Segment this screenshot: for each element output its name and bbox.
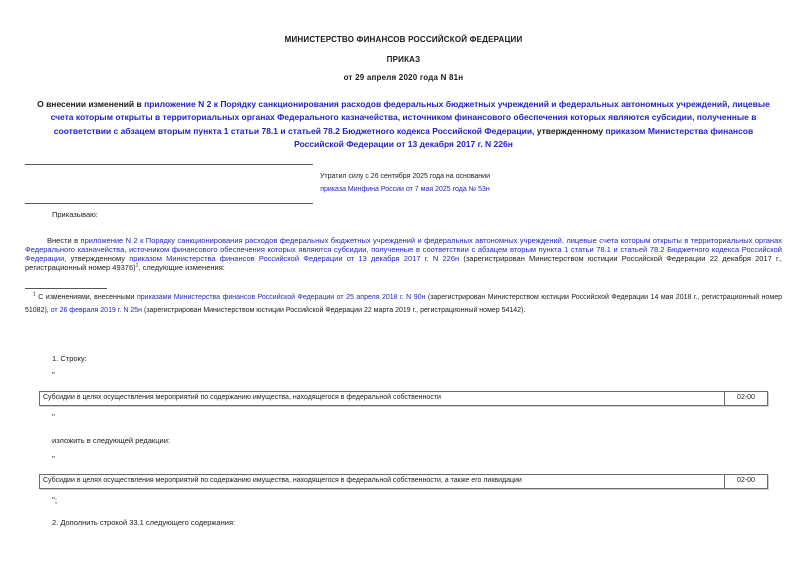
footnote	[25, 291, 782, 318]
annotation-note	[285, 170, 525, 197]
table-row	[40, 474, 768, 488]
link-order-90n[interactable]: приказами Министерства финансов Российской Федерации от 25 апреля 2018 г. N 90н	[136, 293, 426, 301]
table-cell-code: 02-00	[725, 391, 768, 405]
item-2-heading: 2. Дополнить строкой 33.1 следующего содержания:	[52, 517, 236, 527]
amendment-table-old	[39, 391, 768, 406]
doc-type: ПРИКАЗ	[386, 55, 421, 64]
quote-open-1: "	[52, 370, 55, 380]
footnote-text: С изменениями, внесенными	[35, 293, 137, 301]
prikaz-lead: Приказываю:	[52, 209, 98, 219]
table-cell-text: Субсидии в целях осуществления мероприятий по содержанию имущества, находящегося в федеральной собственности	[40, 391, 725, 405]
paragraph-text: Внести в	[47, 235, 81, 245]
table-cell-code: 02-00	[725, 474, 768, 488]
link-order-25n[interactable]: от 26 февраля 2019 г. N 25н	[50, 307, 143, 315]
link-order-226n-body[interactable]: приказом Министерства финансов Российской Федерации от 13 декабря 2017 г. N 226н	[129, 254, 460, 264]
link-annex-2-order-body[interactable]: приложение N 2 к Порядку санкционирования расходов федеральных бюджетных учреждений и федеральных автономных учреждений, лицевые счета которым открыты в территориальных органах Федерального казначейства, источником финансового обеспечения которых являются субсидии, полученные в соответствии с абзацем вторым пункта 1 статьи 78.1 и статьей 78.2 Бюджетного кодекса Российской Федерации,	[25, 235, 782, 264]
status-annotation	[25, 164, 782, 204]
link-order-226n[interactable]: приказом Министерства финансов Российской Федерации от 13 декабря 2017 г. N 226н	[294, 125, 754, 150]
quote-open-2: "	[52, 454, 55, 464]
annotation-rule-top	[25, 164, 313, 165]
doc-title-text: утвержденному	[534, 125, 606, 136]
doc-title-text: О внесении изменений в	[37, 99, 145, 109]
doc-date-number: от 29 апреля 2020 года N 81н	[343, 73, 464, 82]
quote-close-2: ";	[52, 495, 58, 505]
annotation-expired-text: Утратил силу с 26 сентября 2025 года на основании	[319, 172, 490, 180]
amendment-table-new	[39, 474, 768, 489]
link-annex-2-order[interactable]: приложение N 2 к Порядку санкционирования расходов федеральных бюджетных учреждений и федеральных автономных учреждений, лицевые счета которым открыты в территориальных органах Федерального казначейства, источником финансового обеспечения которых являются субсидии, полученные в соответствии с абзацем вторым пункта 1 статьи 78.1 и статьей 78.2 Бюджетного кодекса Российской Федерации,	[50, 99, 770, 136]
footnote-marker: 1	[33, 291, 36, 298]
paragraph-text: (зарегистрирован Министерством юстиции Российской Федерации 22 декабря 2017 г., регистрационный номер 49376)	[25, 254, 783, 273]
ministry-title: МИНИСТЕРСТВО ФИНАНСОВ РОССИЙСКОЙ ФЕДЕРАЦИИ	[284, 35, 523, 44]
annotation-rule-bottom	[25, 203, 313, 204]
footnote-separator	[25, 288, 107, 289]
paragraph-text: утвержденному	[66, 254, 130, 264]
main-paragraph	[25, 236, 782, 273]
paragraph-text: , следующие изменения:	[138, 263, 225, 273]
table-cell-text: Субсидии в целях осуществления мероприятий по содержанию имущества, находящегося в федеральной собственности, а также его ликвидации	[40, 474, 725, 488]
quote-close-1: "	[52, 412, 55, 422]
doc-title	[32, 98, 775, 152]
link-order-53n[interactable]: приказа Минфина России от 7 мая 2025 года № 53н	[320, 186, 490, 194]
item-1-heading: 1. Строку:	[52, 353, 87, 363]
footnote-ref: 1	[135, 262, 139, 269]
table-row	[40, 391, 768, 405]
footnote-text: (зарегистрирован Министерством юстиции Российской Федерации 22 марта 2019 г., регистрационный номер 54142).	[142, 307, 526, 315]
footnote-text: (зарегистрирован Министерством юстиции Российской Федерации 14 мая 2018 г., регистрационный номер 51082),	[25, 293, 783, 315]
izlozhit-text: изложить в следующей редакции:	[52, 435, 170, 445]
